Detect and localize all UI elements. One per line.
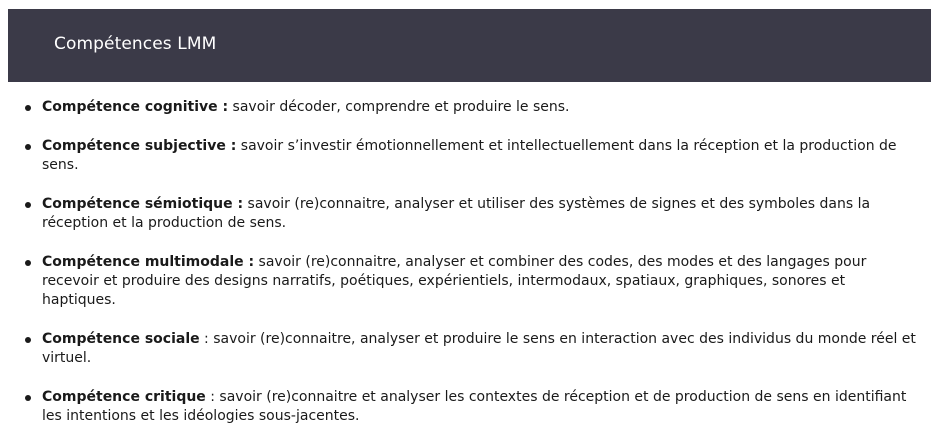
bullet-icon — [25, 144, 31, 150]
item-term: Compétence subjective : — [42, 138, 237, 154]
item-text: savoir décoder, comprendre et produire le sens. — [228, 99, 570, 115]
list-item-subjective — [20, 137, 920, 175]
bullet-icon — [25, 260, 31, 266]
page-title: Compétences LMM — [54, 34, 217, 54]
list-item-semiotic — [20, 195, 920, 233]
item-term: Compétence multimodale : — [42, 254, 255, 270]
bullet-icon — [25, 395, 31, 401]
list-item-multimodal — [20, 253, 920, 310]
item-text: savoir (re)connaitre, analyser et combiner des codes, des modes et des langages pour recevoir et produire des designs narratifs, poétiques, expérientiels, intermodaux, spatiaux, graphiques, sonores et haptiques. — [42, 254, 867, 308]
item-text: savoir s’investir émotionnellement et intellectuellement dans la réception et la production de sens. — [42, 138, 897, 173]
item-term: Compétence cognitive : — [42, 99, 229, 115]
competences-list — [20, 98, 920, 446]
list-item-critical — [20, 388, 920, 426]
bullet-icon — [25, 202, 31, 208]
list-item-social — [20, 330, 920, 368]
list-item-cognitive — [20, 98, 920, 117]
item-text: : savoir (re)connaitre et analyser les contextes de réception et de production de sens en identifiant les intentions et les idéologies sous-jacentes. — [42, 389, 907, 424]
item-text: : savoir (re)connaitre, analyser et produire le sens en interaction avec des individus du monde réel et virtuel. — [42, 331, 916, 366]
item-text: savoir (re)connaitre, analyser et utiliser des systèmes de signes et des symboles dans la réception et la production de sens. — [42, 196, 871, 231]
bullet-icon — [25, 337, 31, 343]
header-banner — [8, 9, 931, 82]
item-term: Compétence sociale — [42, 331, 200, 347]
item-term: Compétence sémiotique : — [42, 196, 244, 212]
bullet-icon — [25, 105, 31, 111]
item-term: Compétence critique — [42, 389, 206, 405]
